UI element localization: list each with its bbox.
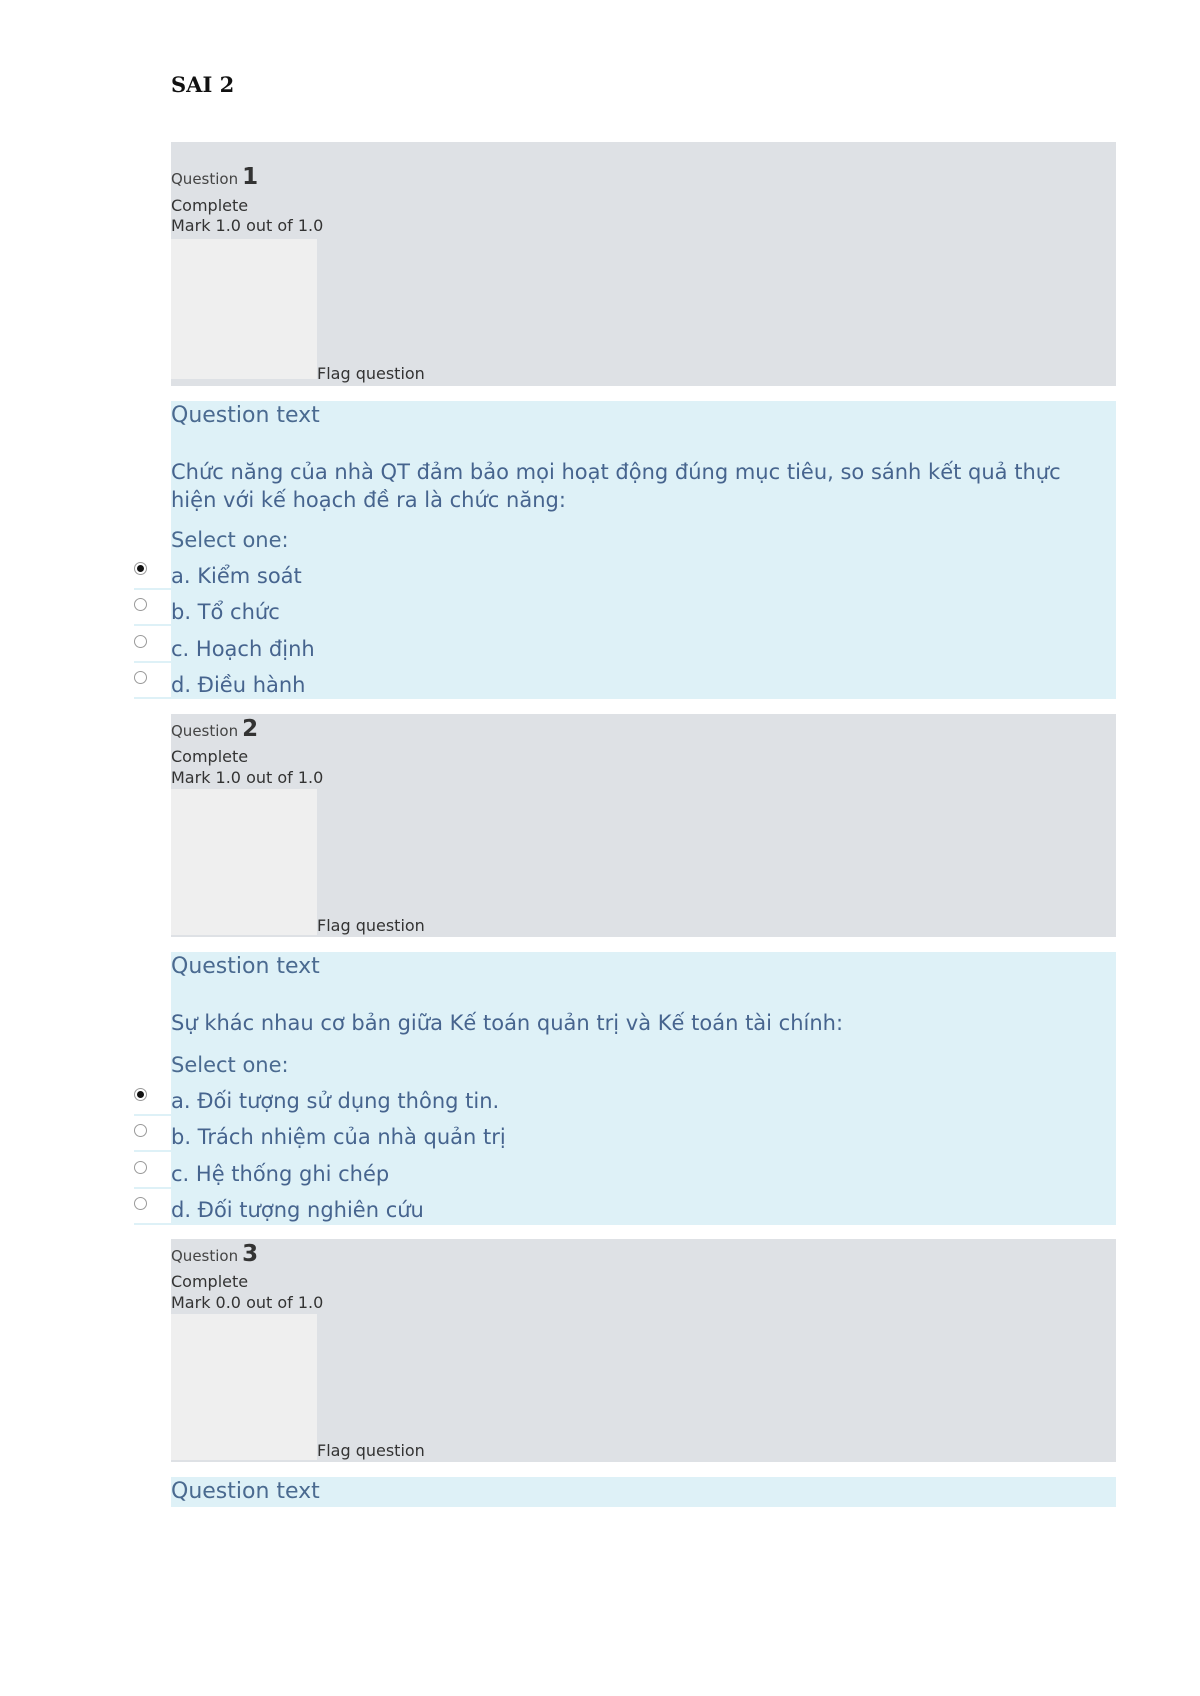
question-text-heading: Question text [171,954,320,979]
option-divider [134,588,171,590]
flag-question-link[interactable]: Flag question [317,364,425,383]
question-2-number-line [171,716,258,742]
answer-option-c[interactable]: c. Hệ thống ghi chép [171,1162,390,1186]
flag-question-link[interactable]: Flag question [317,1441,425,1460]
option-divider [134,1187,171,1189]
question-label: Question [171,170,239,188]
option-divider [134,624,171,626]
question-1-content [171,401,1116,699]
answer-option-a[interactable]: a. Kiểm soát [171,564,302,588]
answer-option-b[interactable]: b. Trách nhiệm của nhà quản trị [171,1125,506,1149]
answer-option-a[interactable]: a. Đối tượng sử dụng thông tin. [171,1089,500,1113]
question-number: 1 [242,164,259,190]
question-grade: Mark 1.0 out of 1.0 [171,216,324,235]
document-title: SAI 2 [171,72,235,97]
answer-option-d[interactable]: d. Điều hành [171,673,306,697]
question-1-info [171,142,1116,386]
question-2-content [171,952,1116,1225]
answer-option-d[interactable]: d. Đối tượng nghiên cứu [171,1198,424,1222]
option-divider [134,661,171,663]
radio-option-b[interactable] [134,1124,147,1137]
question-state: Complete [171,196,249,215]
flag-question-link[interactable]: Flag question [317,916,425,935]
option-divider [134,1223,171,1225]
question-grade: Mark 0.0 out of 1.0 [171,1293,324,1312]
answer-option-b[interactable]: b. Tổ chức [171,600,280,624]
question-2-info [171,714,1116,937]
radio-option-c[interactable] [134,1161,147,1174]
option-divider [134,697,171,699]
question-label: Question [171,1247,239,1265]
select-one-prompt: Select one: [171,1053,289,1077]
question-text-heading: Question text [171,403,320,428]
question-text: Chức năng của nhà QT đảm bảo mọi hoạt động đúng mục tiêu, so sánh kết quả thực hiện với kế hoạch đề ra là chức năng: [171,460,1061,512]
question-number: 3 [242,1241,259,1267]
select-one-prompt: Select one: [171,528,289,552]
question-3-info [171,1239,1116,1462]
radio-option-d[interactable] [134,1197,147,1210]
radio-option-a[interactable] [134,1088,147,1101]
answer-option-c[interactable]: c. Hoạch định [171,637,315,661]
question-grade: Mark 1.0 out of 1.0 [171,768,324,787]
radio-option-a[interactable] [134,562,147,575]
question-text-heading: Question text [171,1479,320,1504]
flag-icon-placeholder [171,239,317,379]
option-divider [134,1114,171,1116]
question-3-number-line [171,1241,258,1267]
question-1-number-line [171,164,258,190]
radio-option-c[interactable] [134,635,147,648]
option-divider [134,1150,171,1152]
radio-option-b[interactable] [134,598,147,611]
flag-icon-placeholder [171,1314,317,1460]
question-state: Complete [171,1272,249,1291]
flag-icon-placeholder [171,789,317,935]
question-label: Question [171,722,239,740]
question-3-content [171,1477,1116,1507]
question-number: 2 [242,716,259,742]
radio-option-d[interactable] [134,671,147,684]
question-state: Complete [171,747,249,766]
question-text: Sự khác nhau cơ bản giữa Kế toán quản trị và Kế toán tài chính: [171,1011,844,1035]
